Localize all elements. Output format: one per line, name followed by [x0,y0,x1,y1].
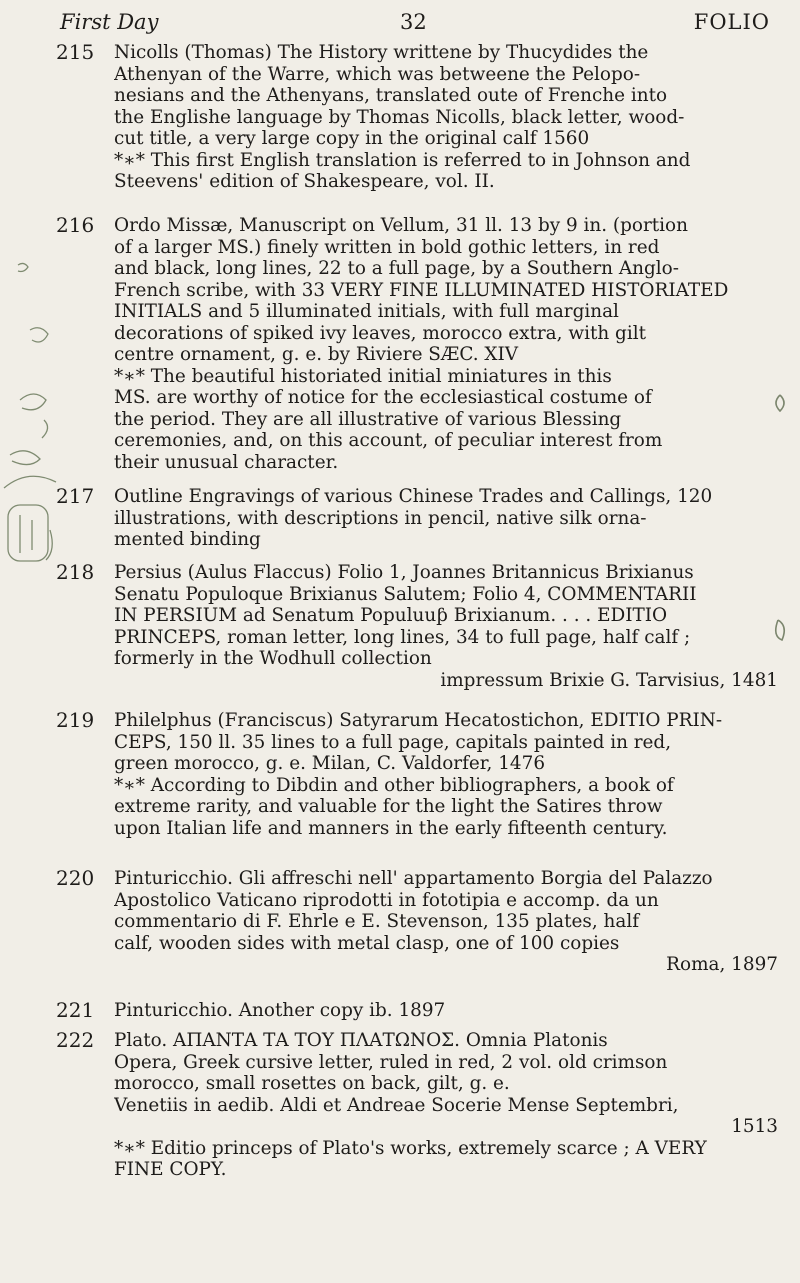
lot-description [114,486,778,551]
lot-line: and black, long lines, 22 to a full page, by a Southern Anglo- [114,258,679,279]
lot-number: 222 [56,1028,95,1052]
lot-description [114,215,778,473]
lot-imprint: impressum Brixie G. Tarvisius, 1481 [440,669,778,691]
lot-number: 216 [56,213,95,237]
lot-note: the period. They are all illustrative of various Blessing [114,408,622,430]
lot-note: FINE COPY. [114,1159,227,1180]
lot-line: Apostolico Vaticano riprodotti in fototipia e accomp. da un [114,889,659,911]
lot-line: PRINCEPS, roman letter, long lines, 34 to full page, half calf ; [114,626,691,648]
lot-line: commentario di F. Ehrle e E. Stevenson, 135 plates, half [114,911,640,932]
lot-note: *∗* According to Dibdin and other bibliographers, a book of [114,774,674,796]
lot-line: Pinturicchio. Gli affreschi nell' appartamento Borgia del Palazzo [114,868,713,889]
lot-note: Steevens' edition of Shakespeare, vol. II. [114,171,495,192]
lot-line: nesians and the Athenyans, translated oute of Frenche into [114,85,668,106]
lot-description [114,1000,778,1022]
lot-line: Opera, Greek cursive letter, ruled in red, 2 vol. old crimson [114,1051,668,1073]
page-number: 32 [400,10,427,34]
lot-line: CEPS, 150 ll. 35 lines to a full page, capitals painted in red, [114,731,672,753]
lot-line: Senatu Populoque Brixianus Salutem; Folio 4, COMMENTARII [114,583,697,605]
lot-line: cut title, a very large copy in the original calf 1560 [114,128,590,149]
lot-line: Venetiis in aedib. Aldi et Andreae Socerie Mense Septembri, [114,1094,679,1116]
lot-line: Ordo Missæ, Manuscript on Vellum, 31 ll. 13 by 9 in. (portion [114,215,688,236]
lot-line: the Englishe language by Thomas Nicolls, black letter, wood- [114,106,685,128]
lot-line: Persius (Aulus Flaccus) Folio 1, Joannes Britannicus Brixianus [114,562,694,583]
lot-note: MS. are worthy of notice for the ecclesiastical costume of [114,387,652,408]
lot-line: decorations of spiked ivy leaves, morocco extra, with gilt [114,322,646,344]
lot-line: mented binding [114,529,261,550]
lot-note: extreme rarity, and valuable for the light the Satires throw [114,796,663,817]
margin-doodle-icon [0,0,60,720]
lot-description [114,868,778,976]
lot-line: green morocco, g. e. Milan, C. Valdorfer, 1476 [114,753,546,774]
lot-line: Plato. ΑΠΑΝΤΑ ΤΑ ΤΟΥ ΠΛΑΤΩΝΟΣ. Omnia Platonis [114,1030,608,1051]
margin-stain-icon [760,360,800,680]
lot-note: *∗* Editio princeps of Plato's works, extremely scarce ; A VERY [114,1137,707,1159]
lot-imprint: Roma, 1897 [666,954,778,975]
lot-note: their unusual character. [114,451,339,473]
lot-note: upon Italian life and manners in the early fifteenth century. [114,817,668,839]
lot-number: 219 [56,708,95,732]
lot-number: 221 [56,998,95,1022]
lot-imprint: 1513 [731,1116,778,1137]
lot-note: *∗* This first English translation is referred to in Johnson and [114,149,691,171]
lot-note: *∗* The beautiful historiated initial miniatures in this [114,365,612,387]
lot-description [114,1030,778,1181]
lot-line: Athenyan of the Warre, which was betweene the Pelopo- [114,63,641,85]
lot-note: ceremonies, and, on this account, of peculiar interest from [114,430,663,451]
lot-line: Philelphus (Franciscus) Satyrarum Hecatostichon, EDITIO PRIN- [114,710,723,731]
lot-line: calf, wooden sides with metal clasp, one of 100 copies [114,932,620,954]
lot-line: French scribe, with 33 VERY FINE ILLUMINATED HISTORIATED [114,279,729,301]
lot-line: formerly in the Wodhull collection [114,648,432,669]
header-day: First Day [60,10,159,34]
lot-line: Pinturicchio. Another copy ib. 1897 [114,1000,446,1021]
lot-number: 215 [56,40,95,64]
lot-description [114,42,778,193]
lot-line: INITIALS and 5 illuminated initials, with full marginal [114,301,619,322]
lot-number: 218 [56,560,95,584]
lot-line: Outline Engravings of various Chinese Trades and Callings, 120 [114,486,713,507]
lot-line: centre ornament, g. e. by Riviere SÆC. XIV [114,344,519,365]
lot-line: of a larger MS.) finely written in bold gothic letters, in red [114,236,660,258]
lot-line: Nicolls (Thomas) The History writtene by Thucydides the [114,42,649,63]
lot-number: 217 [56,484,95,508]
lot-number: 220 [56,866,95,890]
lot-description [114,710,778,839]
lot-line: morocco, small rosettes on back, gilt, g. e. [114,1073,510,1094]
header-format: FOLIO [693,10,770,34]
page-header [60,4,770,44]
lot-line: IN PERSIUM ad Senatum Populuuƥ Brixianum. . . . EDITIO [114,605,668,626]
lot-description [114,562,778,691]
lot-line: illustrations, with descriptions in pencil, native silk orna- [114,507,647,529]
